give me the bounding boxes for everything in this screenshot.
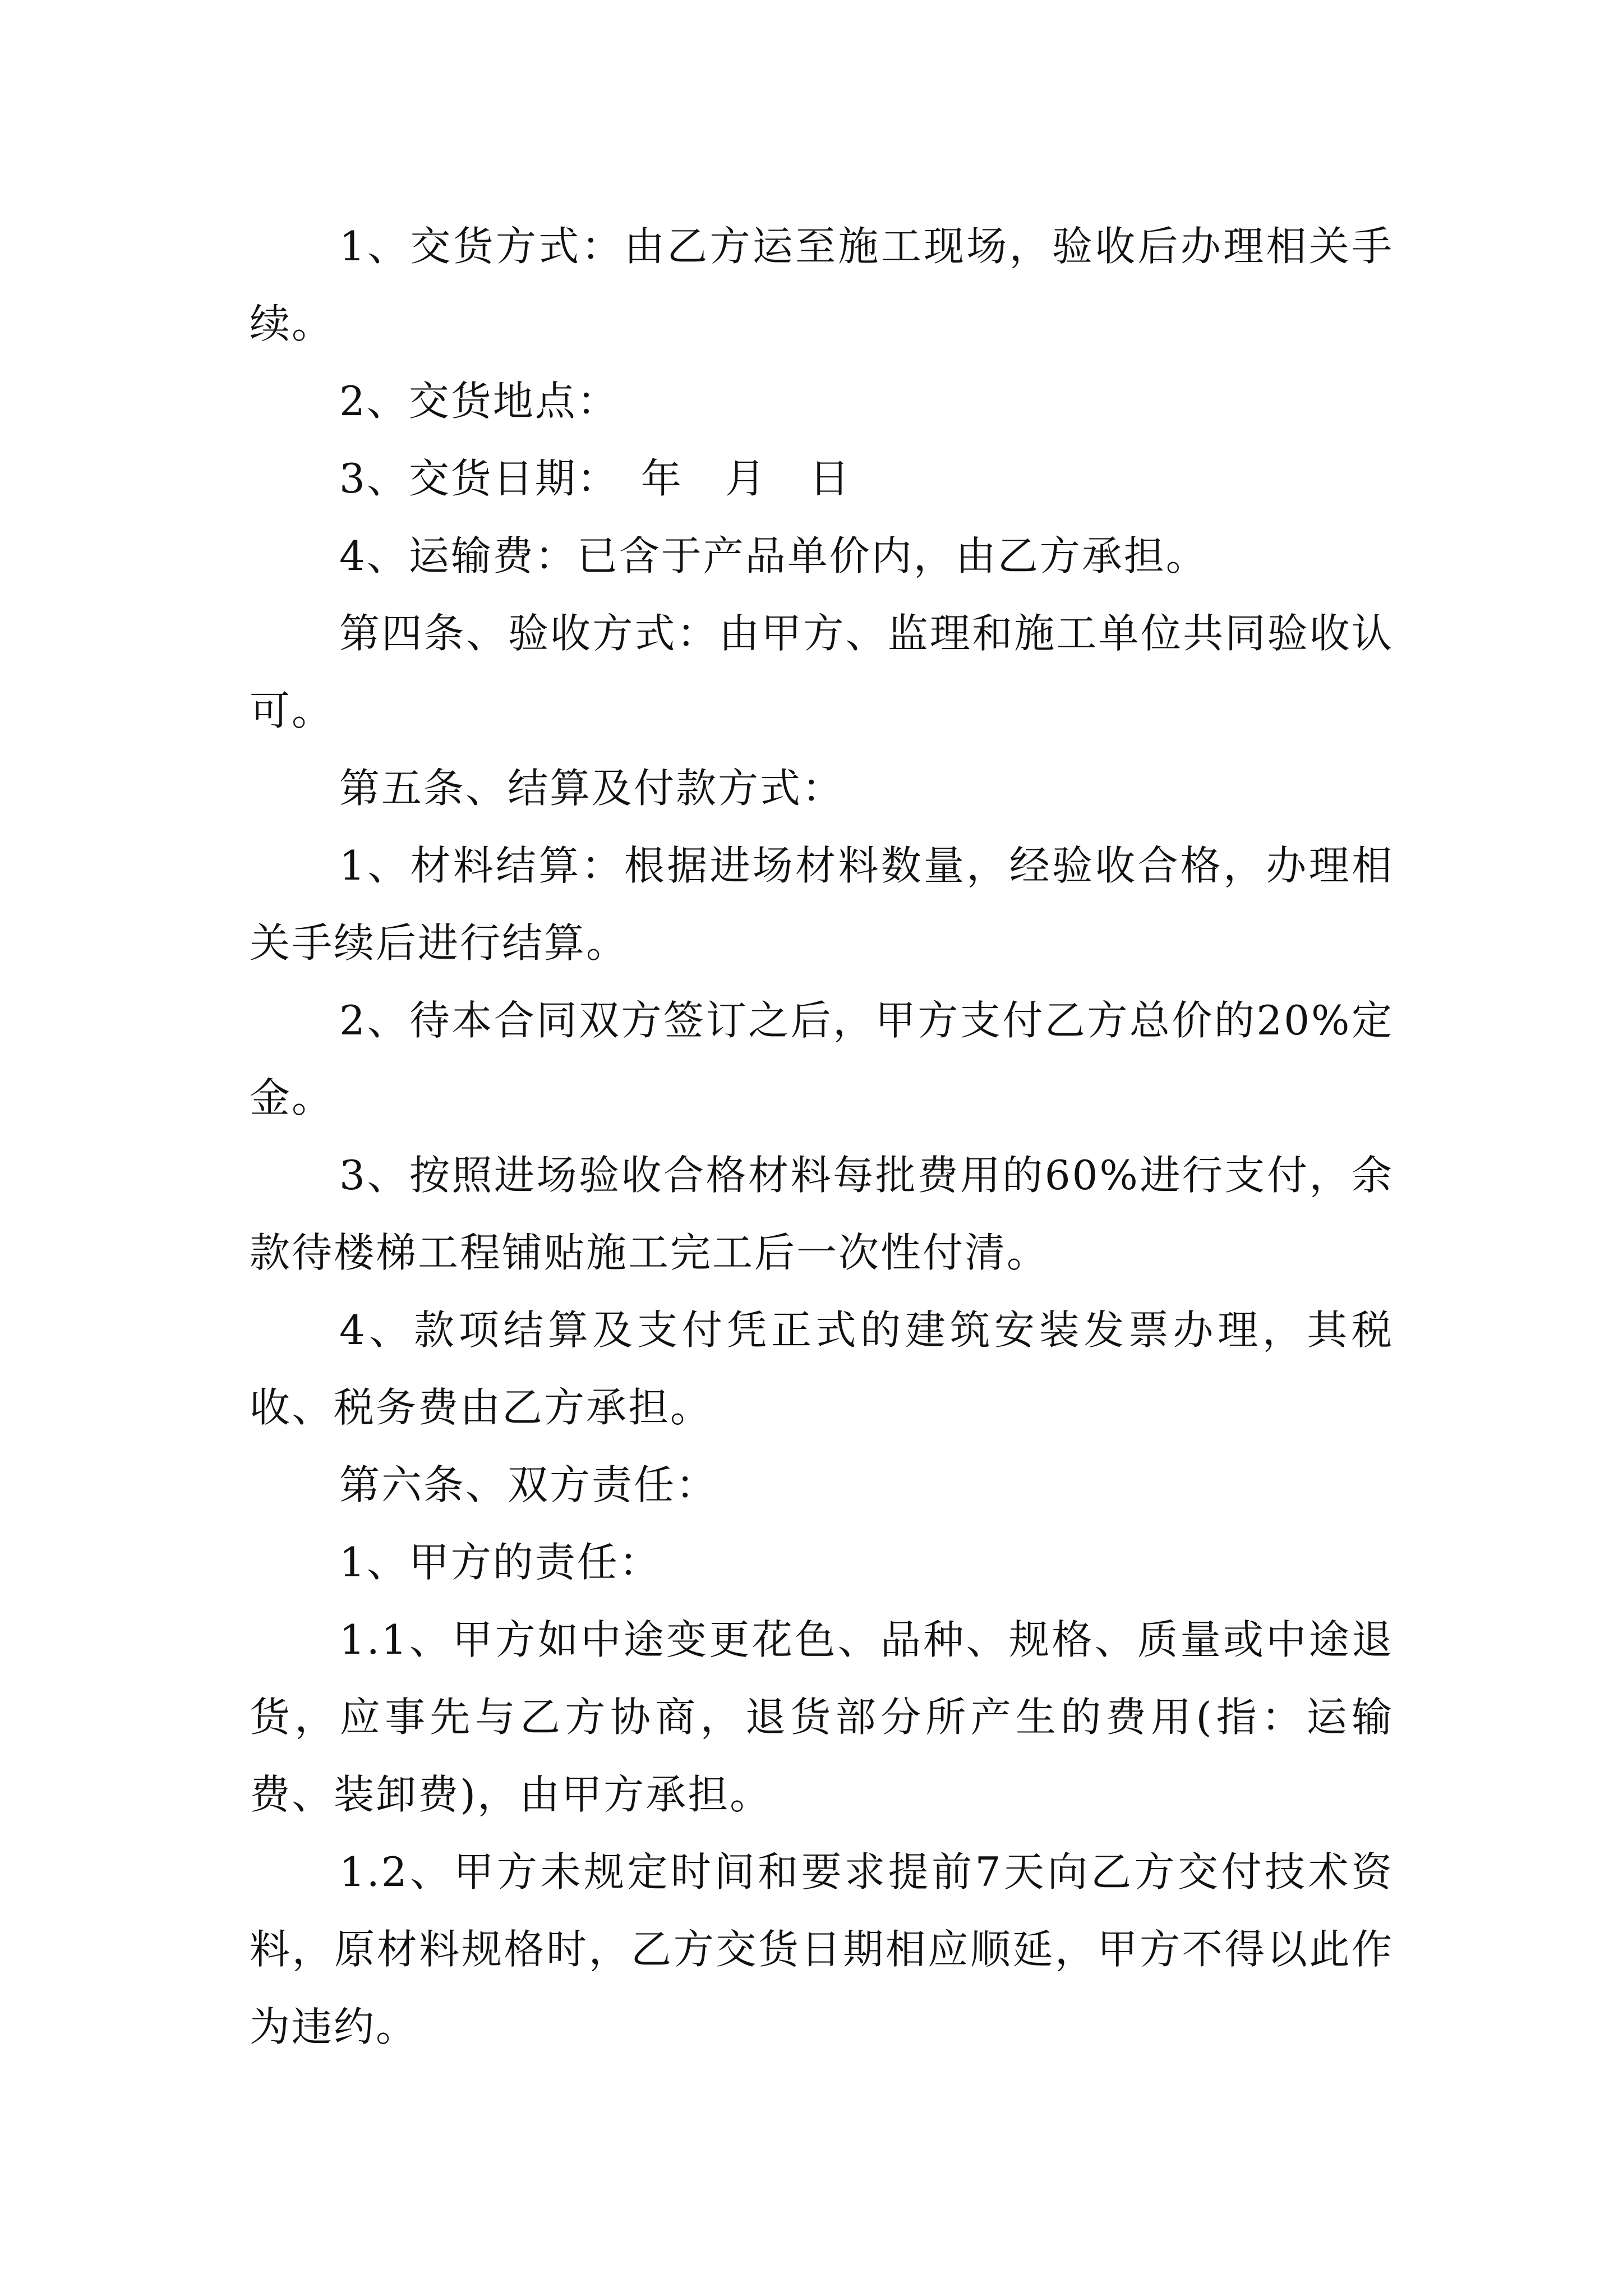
delivery-date-clause: 3、交货日期： 年 月 日 (339, 455, 851, 502)
batch-payment-clause: 3、按照进场验收合格材料每批费用的60%进行支付，余款待楼梯工程铺贴施工完工后一次性付清。 (250, 1152, 1394, 1276)
article-6-heading: 第六条、双方责任： (339, 1461, 718, 1508)
delivery-method-clause: 1、交货方式：由乙方运至施工现场，验收后办理相关手续。 (250, 223, 1394, 347)
clause-1-1: 1.1、甲方如中途变更花色、品种、规格、质量或中途退货，应事先与乙方协商，退货部分所产生的费用(指：运输费、装卸费)，由甲方承担。 (250, 1616, 1394, 1818)
invoice-tax-clause: 4、款项结算及支付凭正式的建筑安装发票办理，其税收、税务费由乙方承担。 (250, 1306, 1394, 1431)
material-settlement-clause: 1、材料结算：根据进场材料数量，经验收合格，办理相关手续后进行结算。 (250, 842, 1394, 967)
deposit-clause: 2、待本合同双方签订之后，甲方支付乙方总价的20%定金。 (250, 997, 1394, 1121)
transport-fee-clause: 4、运输费：已含于产品单价内，由乙方承担。 (339, 532, 1208, 579)
party-a-responsibility-heading: 1、甲方的责任： (339, 1539, 661, 1586)
article-4-acceptance: 第四条、验收方式：由甲方、监理和施工单位共同验收认可。 (250, 610, 1394, 734)
contract-body (250, 208, 1394, 2065)
article-5-heading: 第五条、结算及付款方式： (339, 765, 845, 812)
delivery-location-clause: 2、交货地点： (339, 378, 619, 425)
clause-1-2: 1.2、甲方未规定时间和要求提前7天向乙方交付技术资料，原材料规格时，乙方交货日期相应顺延，甲方不得以此作为违约。 (250, 1848, 1394, 2050)
